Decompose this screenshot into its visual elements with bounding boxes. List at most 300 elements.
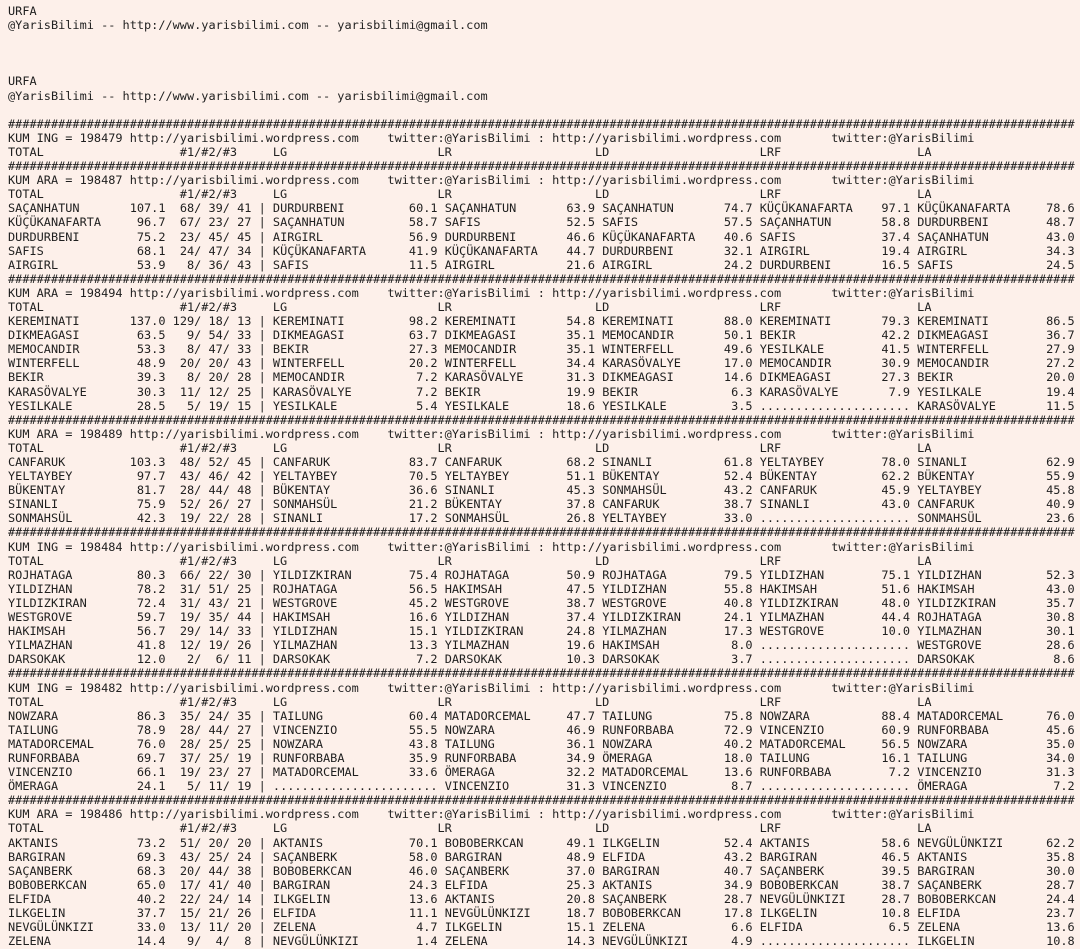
lrf-entry: YESILKALE 41.5 [752,342,911,357]
total-value: 14.4 [122,934,166,949]
la-entry: AIRGIRL 34.3 [910,243,1075,258]
column-divider: | [258,906,266,921]
horse-name: NEVGÜLÜNKIZI [8,920,123,935]
total-value: 28.5 [122,398,166,413]
total-value: 59.7 [122,610,166,625]
column-divider: | [258,877,266,892]
lr-entry: WINTERFELL 34.4 [437,356,596,371]
column-divider: | [258,356,266,371]
ld-entry: WINTERFELL 49.6 [595,342,753,357]
column-divider: | [258,708,266,723]
total-value: 80.3 [122,567,166,582]
lg-entry: WINTERFELL 20.2 [265,356,438,371]
place-stats: 35/ 24/ 35 [165,708,259,723]
la-entry: WESTGROVE 28.6 [910,638,1075,653]
la-entry: SAÇANHATUN 43.0 [910,229,1075,244]
section-separator: ##################################################################################################################################################### [8,159,1075,174]
ld-entry: WESTGROVE 40.8 [595,595,753,610]
ld-entry: AIRGIRL 24.2 [595,257,753,272]
table-row [8,568,1080,582]
place-stats: 43/ 25/ 24 [165,849,259,864]
total-value: 78.9 [122,722,166,737]
lr-entry: ILKGELIN 15.1 [437,920,596,935]
lg-entry: DURDURBENI 60.1 [265,201,438,216]
place-stats: 8/ 36/ 43 [165,257,259,272]
table-row [8,652,1080,666]
place-stats: 15/ 21/ 26 [165,906,259,921]
column-divider: | [258,624,266,639]
lg-entry: KEREMINATI 98.2 [265,314,438,329]
column-divider: | [258,863,266,878]
total-value: 86.3 [122,708,166,723]
lr-entry: TAILUNG 36.1 [437,736,596,751]
horse-name: VINCENZIO [8,765,123,780]
ld-entry: DURDURBENI 32.1 [595,243,753,258]
total-value: 66.1 [122,765,166,780]
horse-name: KÜÇÜKANAFARTA [8,215,123,230]
lg-entry: CANFARUK 83.7 [265,455,438,470]
column-divider: | [258,765,266,780]
lr-entry: AKTANIS 20.8 [437,891,596,906]
lg-entry: ZELENA 4.7 [265,920,438,935]
lg-entry: AIRGIRL 56.9 [265,229,438,244]
lg-entry: SINANLI 17.2 [265,511,438,526]
horse-name: YESILKALE [8,398,123,413]
column-divider: | [258,722,266,737]
horse-name: SAÇANHATUN [8,201,123,216]
column-divider: | [258,638,266,653]
lr-entry: NEVGÜLÜNKIZI 18.7 [437,906,596,921]
lrf-entry: ..................... [752,638,911,653]
horse-name: YELTAYBEY [8,469,123,484]
lr-entry: SAÇANHATUN 63.9 [437,201,596,216]
place-stats: 24/ 47/ 34 [165,243,259,258]
column-divider: | [258,483,266,498]
lr-entry: KÜÇÜKANAFARTA 44.7 [437,243,596,258]
column-divider: | [258,511,266,526]
lg-entry: BARGIRAN 24.3 [265,877,438,892]
lg-entry: KÜÇÜKANAFARTA 41.9 [265,243,438,258]
place-stats: 19/ 23/ 27 [165,765,259,780]
column-divider: | [258,934,266,949]
ld-entry: SAFIS 57.5 [595,215,753,230]
table-row [8,723,1080,737]
ld-entry: YILMAZHAN 17.3 [595,624,753,639]
ld-entry: YESILKALE 3.5 [595,398,753,413]
ld-entry: VINCENZIO 8.7 [595,779,753,794]
table-row [8,370,1080,384]
total-value: 12.0 [122,652,166,667]
ld-entry: SONMAHSÜL 43.2 [595,483,753,498]
horse-name: HAKIMSAH [8,624,123,639]
lrf-entry: ..................... [752,934,911,949]
lg-entry: YILDIZKIRAN 75.4 [265,567,438,582]
column-divider: | [258,469,266,484]
column-divider: | [258,257,266,272]
section-title: KUM ARA = 198486 http://yarisbilimi.wordpress.com twitter:@YarisBilimi : http://yarisbilimi.wordpress.com twitter:@YarisBilimi [8,807,975,822]
lrf-entry: BOBOBERKCAN 38.7 [752,877,911,892]
place-stats: 19/ 35/ 44 [165,610,259,625]
la-entry: NOWZARA 35.0 [910,736,1075,751]
contact-line: @YarisBilimi -- http://www.yarisbilimi.com -- yarisbilimi@gmail.com [8,88,488,103]
total-value: 78.2 [122,581,166,596]
track-name: URFA [8,74,37,89]
la-entry: KARASÖVALYE 11.5 [910,398,1075,413]
place-stats: 2/ 6/ 11 [165,652,259,667]
ld-entry: BEKIR 6.3 [595,384,753,399]
lg-entry: YILMAZHAN 13.3 [265,638,438,653]
column-divider: | [258,229,266,244]
lr-entry: WESTGROVE 38.7 [437,595,596,610]
lg-entry: DARSOKAK 7.2 [265,652,438,667]
lr-entry: NOWZARA 46.9 [437,722,596,737]
column-divider: | [258,398,266,413]
lr-entry: DURDURBENI 46.6 [437,229,596,244]
lg-entry: NEVGÜLÜNKIZI 1.4 [265,934,438,949]
horse-name: NOWZARA [8,708,123,723]
column-header-row: TOTAL #1/#2/#3 LG LR LD LRF LA [8,187,932,202]
horse-name: DURDURBENI [8,229,123,244]
ld-entry: ZELENA 6.6 [595,920,753,935]
total-value: 81.7 [122,483,166,498]
section-title: KUM ING = 198479 http://yarisbilimi.wordpress.com twitter:@YarisBilimi : http://yarisbilimi.wordpress.com twitter:@YarisBilimi [8,130,975,145]
horse-name: BÜKENTAY [8,483,123,498]
horse-name: SAFIS [8,243,123,258]
place-stats: 11/ 12/ 25 [165,384,259,399]
la-entry: WINTERFELL 27.9 [910,342,1075,357]
place-stats: 28/ 44/ 48 [165,483,259,498]
ld-entry: SAÇANBERK 28.7 [595,891,753,906]
table-row [8,596,1080,610]
column-divider: | [258,567,266,582]
place-stats: 29/ 14/ 33 [165,624,259,639]
table-row [8,709,1080,723]
place-stats: 68/ 39/ 41 [165,201,259,216]
table-row [8,356,1080,370]
ld-entry: SAÇANHATUN 74.7 [595,201,753,216]
ld-entry: BOBOBERKCAN 17.8 [595,906,753,921]
section-separator: ##################################################################################################################################################### [8,412,1075,427]
place-stats: 9/ 54/ 33 [165,328,259,343]
horse-name: SAÇANBERK [8,863,123,878]
lg-entry: MEMOCANDIR 7.2 [265,370,438,385]
table-row [8,878,1080,892]
table-row [8,582,1080,596]
place-stats: 22/ 24/ 14 [165,891,259,906]
total-value: 68.1 [122,243,166,258]
table-row [8,469,1080,483]
total-value: 40.2 [122,891,166,906]
section-separator: ##################################################################################################################################################### [8,525,1075,540]
banner-repeat [8,74,1080,102]
ld-entry: ROJHATAGA 79.5 [595,567,753,582]
total-value: 75.9 [122,497,166,512]
lg-entry: NOWZARA 43.8 [265,736,438,751]
column-header-row: TOTAL #1/#2/#3 LG LR LD LRF LA [8,694,932,709]
lg-entry: DIKMEAGASI 63.7 [265,328,438,343]
horse-name: BEKIR [8,370,123,385]
column-divider: | [258,314,266,329]
lr-entry: ELFIDA 25.3 [437,877,596,892]
lg-entry: WESTGROVE 45.2 [265,595,438,610]
lr-entry: MEMOCANDIR 35.1 [437,342,596,357]
lr-entry: SAFIS 52.5 [437,215,596,230]
place-stats: 12/ 19/ 26 [165,638,259,653]
la-entry: ROJHATAGA 30.8 [910,610,1075,625]
ld-entry: AKTANIS 34.9 [595,877,753,892]
horse-name: BOBOBERKCAN [8,877,123,892]
total-value: 69.7 [122,750,166,765]
horse-name: ÖMERAGA [8,779,123,794]
horse-name: AIRGIRL [8,257,123,272]
la-entry: ILKGELIN 10.8 [910,934,1075,949]
place-stats: 17/ 41/ 40 [165,877,259,892]
table-row [8,850,1080,864]
column-divider: | [258,652,266,667]
ld-entry: DIKMEAGASI 14.6 [595,370,753,385]
lg-entry: KARASÖVALYE 7.2 [265,384,438,399]
lrf-entry: AIRGIRL 19.4 [752,243,911,258]
la-entry: BÜKENTAY 55.9 [910,469,1075,484]
place-stats: 31/ 43/ 21 [165,595,259,610]
ld-entry: BÜKENTAY 52.4 [595,469,753,484]
lr-entry: SAÇANBERK 37.0 [437,863,596,878]
column-divider: | [258,328,266,343]
horse-name: KEREMINATI [8,314,123,329]
table-row [8,215,1080,229]
la-entry: HAKIMSAH 43.0 [910,581,1075,596]
place-stats: 23/ 45/ 45 [165,229,259,244]
horse-name: YILMAZHAN [8,638,123,653]
table-row [8,892,1080,906]
total-value: 107.1 [122,201,166,216]
lg-entry: SONMAHSÜL 21.2 [265,497,438,512]
lrf-entry: KÜÇÜKANAFARTA 97.1 [752,201,911,216]
la-entry: CANFARUK 40.9 [910,497,1075,512]
lr-entry: ROJHATAGA 50.9 [437,567,596,582]
total-value: 33.0 [122,920,166,935]
table-row [8,737,1080,751]
lrf-entry: ELFIDA 6.5 [752,920,911,935]
lr-entry: KARASÖVALYE 31.3 [437,370,596,385]
lg-entry: BÜKENTAY 36.6 [265,483,438,498]
horse-name: DIKMEAGASI [8,328,123,343]
total-value: 73.2 [122,835,166,850]
column-divider: | [258,497,266,512]
lrf-entry: BARGIRAN 46.5 [752,849,911,864]
la-entry: ELFIDA 23.7 [910,906,1075,921]
lrf-entry: KEREMINATI 79.3 [752,314,911,329]
column-divider: | [258,891,266,906]
lrf-entry: ..................... [752,652,911,667]
la-entry: YILMAZHAN 30.1 [910,624,1075,639]
column-header-row: TOTAL #1/#2/#3 LG LR LD LRF LA [8,440,932,455]
ld-entry: ÖMERAGA 18.0 [595,750,753,765]
lrf-entry: NEVGÜLÜNKIZI 28.7 [752,891,911,906]
contact-line: @YarisBilimi -- http://www.yarisbilimi.com -- yarisbilimi@gmail.com [8,18,488,33]
ld-entry: SINANLI 61.8 [595,455,753,470]
table-row [8,455,1080,469]
table-row [8,497,1080,511]
total-value: 68.3 [122,863,166,878]
lg-entry: SAÇANHATUN 58.7 [265,215,438,230]
section-title: KUM ING = 198482 http://yarisbilimi.wordpress.com twitter:@YarisBilimi : http://yarisbilimi.wordpress.com twitter:@YarisBilimi [8,680,975,695]
horse-name: MEMOCANDIR [8,342,123,357]
total-value: 97.7 [122,469,166,484]
horse-name: YILDIZHAN [8,581,123,596]
place-stats: 8/ 20/ 28 [165,370,259,385]
la-entry: YELTAYBEY 45.8 [910,483,1075,498]
ld-entry: KEREMINATI 88.0 [595,314,753,329]
la-entry: AKTANIS 35.8 [910,849,1075,864]
place-stats: 28/ 25/ 25 [165,736,259,751]
column-divider: | [258,595,266,610]
column-divider: | [258,835,266,850]
lg-entry: YESILKALE 5.4 [265,398,438,413]
lg-entry: RUNFORBABA 35.9 [265,750,438,765]
column-divider: | [258,750,266,765]
place-stats: 66/ 22/ 30 [165,567,259,582]
column-divider: | [258,384,266,399]
place-stats: 9/ 4/ 8 [165,934,259,949]
column-divider: | [258,370,266,385]
lrf-entry: ..................... [752,511,911,526]
ld-entry: KÜÇÜKANAFARTA 40.6 [595,229,753,244]
lrf-entry: ILKGELIN 10.8 [752,906,911,921]
lrf-entry: MATADORCEMAL 56.5 [752,736,911,751]
total-value: 41.8 [122,638,166,653]
total-value: 63.5 [122,328,166,343]
table-row [8,864,1080,878]
la-entry: DARSOKAK 8.6 [910,652,1075,667]
ld-entry: DARSOKAK 3.7 [595,652,753,667]
total-value: 37.7 [122,906,166,921]
table-row [8,314,1080,328]
la-entry: SINANLI 62.9 [910,455,1075,470]
lrf-entry: CANFARUK 45.9 [752,483,911,498]
place-stats: 28/ 44/ 27 [165,722,259,737]
lg-entry: YILDIZHAN 15.1 [265,624,438,639]
lrf-entry: YILDIZKIRAN 48.0 [752,595,911,610]
lg-entry: HAKIMSAH 16.6 [265,610,438,625]
lrf-entry: WESTGROVE 10.0 [752,624,911,639]
lr-entry: YILDIZKIRAN 24.8 [437,624,596,639]
lr-entry: CANFARUK 68.2 [437,455,596,470]
column-divider: | [258,736,266,751]
horse-name: ILKGELIN [8,906,123,921]
table-row [8,765,1080,779]
la-entry: MEMOCANDIR 27.2 [910,356,1075,371]
column-header-row: TOTAL #1/#2/#3 LG LR LD LRF LA [8,299,932,314]
la-entry: YILDIZHAN 52.3 [910,567,1075,582]
lr-entry: BÜKENTAY 37.8 [437,497,596,512]
table-row [8,624,1080,638]
lr-entry: MATADORCEMAL 47.7 [437,708,596,723]
total-value: 42.3 [122,511,166,526]
lr-entry: HAKIMSAH 47.5 [437,581,596,596]
column-header-row: TOTAL #1/#2/#3 LG LR LD LRF LA [8,553,932,568]
place-stats: 43/ 46/ 42 [165,469,259,484]
la-entry: BARGIRAN 30.0 [910,863,1075,878]
lr-entry: YELTAYBEY 51.1 [437,469,596,484]
place-stats: 48/ 52/ 45 [165,455,259,470]
ld-entry: RUNFORBABA 72.9 [595,722,753,737]
table-row [8,244,1080,258]
place-stats: 37/ 25/ 19 [165,750,259,765]
place-stats: 5/ 11/ 19 [165,779,259,794]
section-separator: ##################################################################################################################################################### [8,271,1075,286]
lr-entry: YILDIZHAN 37.4 [437,610,596,625]
horse-name: ROJHATAGA [8,567,123,582]
column-header-row: TOTAL #1/#2/#3 LG LR LD LRF LA [8,144,932,159]
ld-entry: NOWZARA 40.2 [595,736,753,751]
horse-name: WESTGROVE [8,610,123,625]
stats-sections [8,117,1080,949]
lrf-entry: KARASÖVALYE 7.9 [752,384,911,399]
section-separator: ##################################################################################################################################################### [8,666,1075,681]
lg-entry: ROJHATAGA 56.5 [265,581,438,596]
table-row [8,328,1080,342]
table-row [8,751,1080,765]
la-entry: BOBOBERKCAN 24.4 [910,891,1075,906]
lr-entry: DARSOKAK 10.3 [437,652,596,667]
la-entry: DIKMEAGASI 36.7 [910,328,1075,343]
lg-entry: ELFIDA 11.1 [265,906,438,921]
total-value: 39.3 [122,370,166,385]
la-entry: DURDURBENI 48.7 [910,215,1075,230]
column-divider: | [258,215,266,230]
lrf-entry: SAFIS 37.4 [752,229,911,244]
column-divider: | [258,610,266,625]
place-stats: 67/ 23/ 27 [165,215,259,230]
lrf-entry: VINCENZIO 60.9 [752,722,911,737]
ld-entry: MATADORCEMAL 13.6 [595,765,753,780]
total-value: 137.0 [122,314,166,329]
table-row [8,483,1080,497]
lr-entry: YILMAZHAN 19.6 [437,638,596,653]
ld-entry: YILDIZKIRAN 24.1 [595,610,753,625]
lrf-entry: ..................... [752,398,911,413]
table-row [8,342,1080,356]
table-row [8,920,1080,934]
lrf-entry: NOWZARA 88.4 [752,708,911,723]
section-title: KUM ING = 198484 http://yarisbilimi.wordpress.com twitter:@YarisBilimi : http://yarisbilimi.wordpress.com twitter:@YarisBilimi [8,539,975,554]
lrf-entry: MEMOCANDIR 30.9 [752,356,911,371]
total-value: 53.9 [122,257,166,272]
lrf-entry: SAÇANBERK 39.5 [752,863,911,878]
la-entry: TAILUNG 34.0 [910,750,1075,765]
section-title: KUM ARA = 198487 http://yarisbilimi.wordpress.com twitter:@YarisBilimi : http://yarisbilimi.wordpress.com twitter:@YarisBilimi [8,173,975,188]
section-title: KUM ARA = 198489 http://yarisbilimi.wordpress.com twitter:@YarisBilimi : http://yarisbilimi.wordpress.com twitter:@YarisBilimi [8,426,975,441]
ld-entry: ILKGELIN 52.4 [595,835,753,850]
horse-name: RUNFORBABA [8,750,123,765]
lg-entry: YELTAYBEY 70.5 [265,469,438,484]
lrf-entry: SINANLI 43.0 [752,497,911,512]
horse-name: SINANLI [8,497,123,512]
table-row [8,511,1080,525]
horse-name: KARASÖVALYE [8,384,123,399]
ld-entry: YELTAYBEY 33.0 [595,511,753,526]
place-stats: 19/ 22/ 28 [165,511,259,526]
la-entry: ÖMERAGA 7.2 [910,779,1075,794]
lg-entry: TAILUNG 60.4 [265,708,438,723]
la-entry: SONMAHSÜL 23.6 [910,511,1075,526]
lrf-entry: HAKIMSAH 51.6 [752,581,911,596]
total-value: 48.9 [122,356,166,371]
total-value: 72.4 [122,595,166,610]
lr-entry: SINANLI 45.3 [437,483,596,498]
place-stats: 129/ 18/ 13 [165,314,259,329]
